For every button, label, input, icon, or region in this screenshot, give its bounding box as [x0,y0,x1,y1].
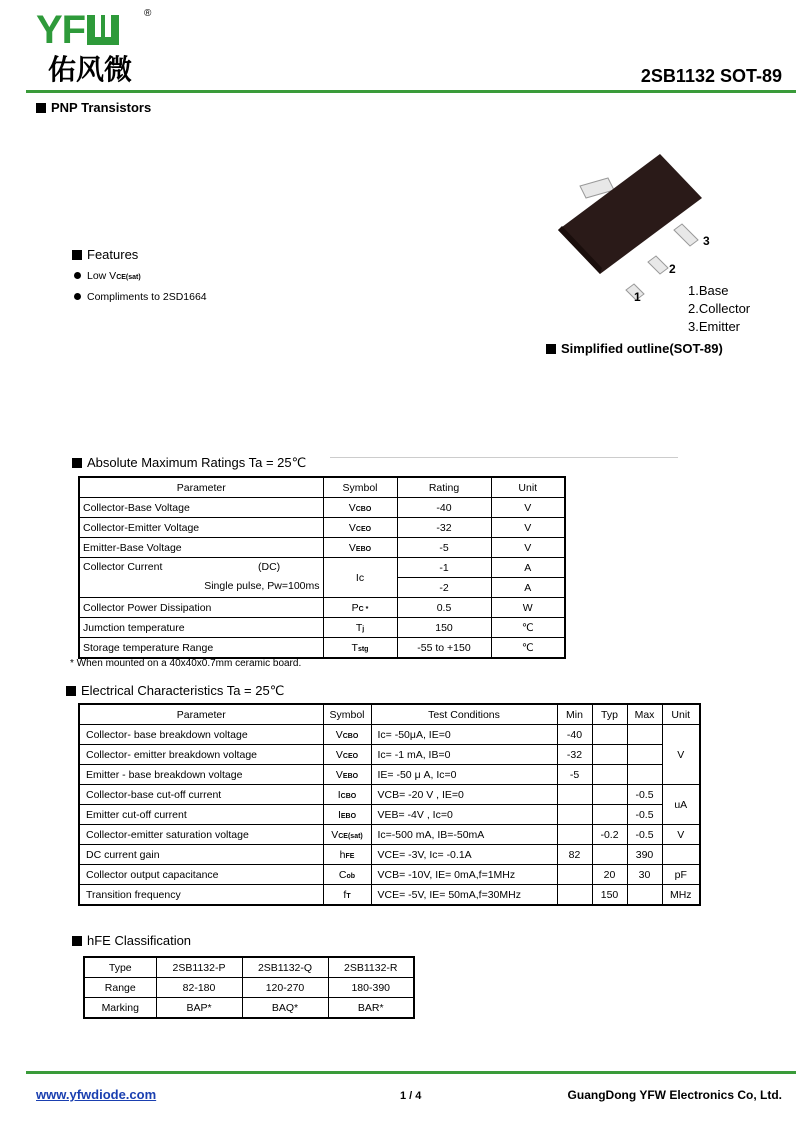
abs-max-table [78,476,566,659]
bullet-square-icon [36,103,46,113]
bullet-square-icon [72,936,82,946]
pin-legend [688,282,750,336]
bullet-square-icon [72,250,82,260]
header-rule [26,90,796,93]
elec-table [78,703,701,906]
table-row: Collector output capacitance Cob VCB= -10V, IE= 0mA,f=1MHz 20 30 pF [79,865,700,885]
feature-item: Low VCE(sat) [74,270,141,282]
elec-title: Electrical Characteristics Ta = 25℃ [66,683,284,699]
website-link[interactable]: www.yfwdiode.com [36,1087,157,1102]
table-row: Transition frequency fT VCE= -5V, IE= 50mA,f=30MHz 150 MHz [79,885,700,906]
pin-legend-item: 3.Emitter [688,319,741,334]
table-row: Emitter cut-off current IEBO VEB= -4V , Ic=0 -0.5 [79,805,700,825]
page-number: 1 / 4 [400,1090,422,1102]
table-row: Range 82-180 120-270 180-390 [84,978,414,998]
pin-legend-item: 2.Collector [688,301,751,316]
column-header: Parameter [79,704,323,725]
abs-max-footnote: * When mounted on a 40x40x0.7mm ceramic board. [70,658,302,669]
abs-max-title: Absolute Maximum Ratings Ta = 25℃ [72,455,306,471]
footer-rule [26,1071,796,1074]
table-row: Collector-base cut-off current ICBO VCB= -20 V , IE=0 -0.5 uA [79,785,700,805]
feature-item: Compliments to 2SD1664 [74,291,207,303]
category-label: PNP Transistors [36,100,151,115]
table-row: Storage temperature Range Tstg -55 to +150 ℃ [79,638,565,659]
logo-w-mark [87,15,119,45]
pin-label-2: 2 [669,262,676,276]
column-header: Max [627,704,662,725]
table-row: Collector-Base Voltage VCBO -40 V [79,498,565,518]
bullet-square-icon [72,458,82,468]
column-header: Min [557,704,592,725]
company-name: GuangDong YFW Electronics Co, Ltd. [567,1088,782,1102]
table-row: DC current gain hFE VCE= -3V, Ic= -0.1A 82 390 [79,845,700,865]
logo-registered: ® [144,8,152,19]
bullet-dot-icon [74,293,81,300]
logo-chinese: 佑风微 [48,53,133,86]
table-row: Collector- emitter breakdown voltage VCEO Ic= -1 mA, IB=0 -32 [79,745,700,765]
table-row: -2 A [79,578,565,598]
bullet-square-icon [66,686,76,696]
table-row: Collector- base breakdown voltage VCBO Ic= -50μA, IE=0 -40 V [79,725,700,745]
table-row: Collector-emitter saturation voltage VCE(sat) Ic=-500 mA, IB=-50mA -0.2 -0.5 V [79,825,700,845]
pin-label-3: 3 [703,234,710,248]
abs-max-title-rule [330,457,678,458]
bullet-square-icon [546,344,556,354]
table-row: Marking BAP* BAQ* BAR* [84,998,414,1019]
hfe-title: hFE Classification [72,933,191,948]
hfe-table [83,956,415,1019]
table-row: Type 2SB1132-P 2SB1132-Q 2SB1132-R [84,957,414,978]
column-header: Symbol [323,477,397,498]
table-row: Jumction temperature Tj 150 ℃ [79,618,565,638]
table-row: Collector Power Dissipation PC * 0.5 W [79,598,565,618]
logo-text: YF [36,8,119,52]
table-row: Emitter-Base Voltage VEBO -5 V [79,538,565,558]
pin-legend-item: 1.Base [688,283,729,298]
part-title: 2SB1132 SOT-89 [640,66,782,86]
column-header: Rating [397,477,491,498]
column-header: Unit [662,704,700,725]
column-header: Parameter [79,477,323,498]
column-header: Unit [491,477,565,498]
bullet-dot-icon [74,272,81,279]
table-header-row [79,477,565,498]
table-row: Collector Current (DC) Single pulse, Pw=100ms Ic -1 A [79,558,565,578]
table-row: Collector-Emitter Voltage VCEO -32 V [79,518,565,538]
table-header-row [79,704,700,725]
features-title: Features [72,247,138,262]
table-row: Emitter - base breakdown voltage VEBO IE= -50 μ A, Ic=0 -5 [79,765,700,785]
column-header: Symbol [323,704,371,725]
column-header: Test Conditions [371,704,557,725]
column-header: Typ [592,704,627,725]
pin-label-1: 1 [634,290,641,304]
package-caption: Simplified outline(SOT-89) [546,341,723,356]
logo [36,8,156,88]
